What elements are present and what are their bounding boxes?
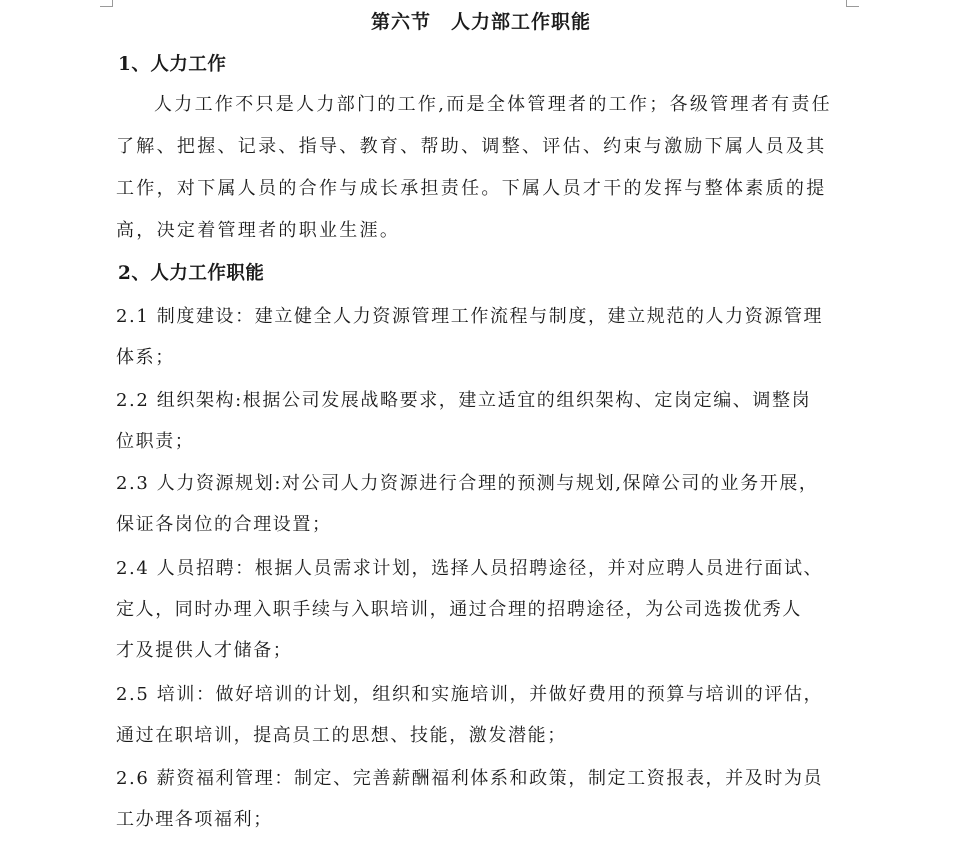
item-line: 2.2 组织架构:根据公司发展战略要求，建立适宜的组织架构、定岗定编、调整岗 <box>116 390 812 411</box>
section-1-paragraph <box>116 84 846 252</box>
page-corner-mark-right <box>846 0 859 7</box>
list-item-2-3 <box>116 463 846 545</box>
paragraph-line: 了解、把握、记录、指导、教育、帮助、调整、评估、约束与激励下属人员及其 <box>116 136 827 157</box>
item-line: 工办理各项福利； <box>116 809 273 830</box>
paragraph-line: 人力工作不只是人力部门的工作,而是全体管理者的工作；各级管理者有责任 <box>154 94 832 115</box>
item-line: 通过在职培训，提高员工的思想、技能，激发潜能； <box>116 725 567 746</box>
section-1-heading: 1、人力工作 <box>118 54 227 75</box>
item-line: 2.1 制度建设：建立健全人力资源管理工作流程与制度，建立规范的人力资源管理 <box>116 306 824 327</box>
item-line: 2.5 培训：做好培训的计划，组织和实施培训，并做好费用的预算与培训的评估， <box>116 684 824 705</box>
list-item-2-1 <box>116 296 846 378</box>
paragraph-line: 工作，对下属人员的合作与成长承担责任。下属人员才干的发挥与整体素质的提 <box>116 178 827 199</box>
section-2-heading: 2、人力工作职能 <box>118 263 265 284</box>
item-line: 定人，同时办理入职手续与入职培训，通过合理的招聘途径，为公司选拨优秀人 <box>116 599 802 620</box>
page-corner-mark-left <box>100 0 113 7</box>
item-line: 位职责； <box>116 431 195 452</box>
item-line: 才及提供人才储备； <box>116 640 293 661</box>
item-line: 2.4 人员招聘：根据人员需求计划，选择人员招聘途径，并对应聘人员进行面试、 <box>116 558 824 579</box>
paragraph-line: 高，决定着管理者的职业生涯。 <box>116 220 401 241</box>
item-line: 体系； <box>116 347 175 368</box>
list-item-2-5 <box>116 674 846 756</box>
item-line: 保证各岗位的合理设置； <box>116 514 332 535</box>
item-line: 2.6 薪资福利管理：制定、完善薪酬福利体系和政策，制定工资报表，并及时为员 <box>116 768 824 789</box>
list-item-2-6 <box>116 758 846 840</box>
list-item-2-2 <box>116 380 846 462</box>
item-line: 2.3 人力资源规划:对公司人力资源进行合理的预测与规划,保障公司的业务开展， <box>116 473 819 494</box>
list-item-2-4 <box>116 548 846 671</box>
page-title: 第六节 人力部工作职能 <box>370 11 591 33</box>
